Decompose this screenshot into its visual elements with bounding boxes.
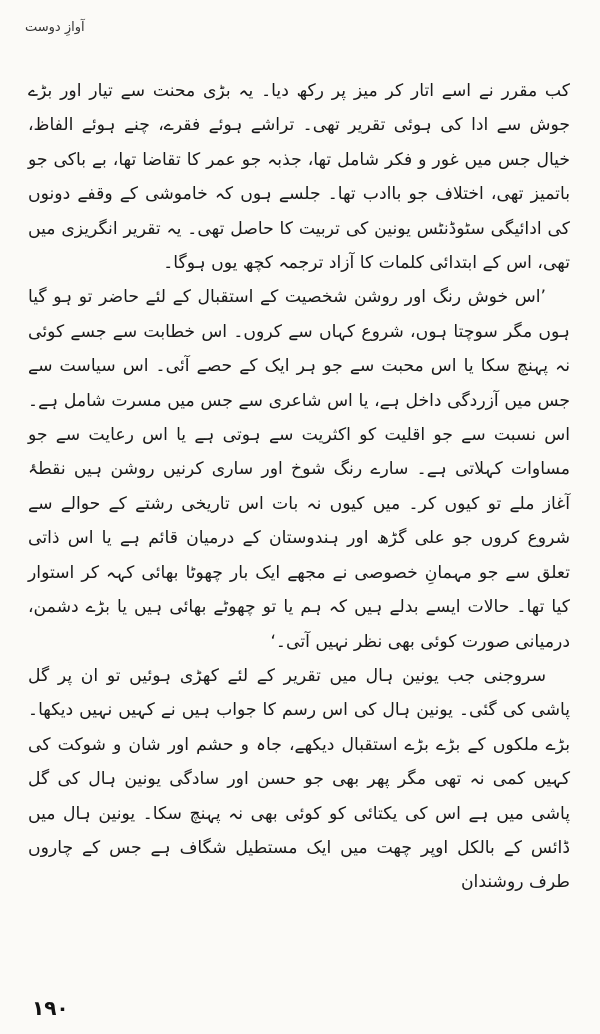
paragraph-1: کب مقرر نے اسے اتار کر میز پر رکھ دیا۔ یہ بڑی محنت سے تیار اور بڑے جوش سے ادا کی ہوئی تقریر تھی۔ تراشے ہوئے فقرے، چنے ہوئے الفاظ، خیال جس میں غور و فکر شامل تھا، جذبہ جو عمر کا تقاضا تھا، بے باکی جو باتمیز تھی، اختلاف جو باادب تھا۔ جلسے ہوں کہ خاموشی کے وقفے دونوں کی ادائیگی سٹوڈنٹس یونین کی تربیت کا حاصل تھی۔ یہ تقریر انگریزی میں تھی، اس کے ابتدائی کلمات کا آزاد ترجمہ کچھ یوں ہوگا۔ bbox=[28, 81, 570, 274]
running-head: آوازِ دوست bbox=[25, 20, 85, 35]
page-number: ۱۹۰ bbox=[32, 996, 69, 1020]
paragraph-2: ’اس خوش رنگ اور روشن شخصیت کے استقبال کے لئے حاضر تو ہو گیا ہوں مگر سوچتا ہوں، شروع کہاں سے کروں۔ اس خطابت سے جسے کوئی نہ پہنچ سکا یا اس محبت سے جو ہر ایک کے حصے آئی۔ اس سیاست سے جس میں آزردگی داخل ہے، یا اس شاعری سے جس میں مسرت شامل ہے۔ اس نسبت سے جو اقلیت کو اکثریت سے ہوتی ہے یا اس رعایت سے جو مساوات کہلاتی ہے۔ سارے رنگ شوخ اور ساری کرنیں روشن ہیں نقطۂ آغاز ملے تو کیوں کر۔ میں کیوں نہ بات اس تاریخی رشتے کے حوالے سے شروع کروں جو علی گڑھ اور ہندوستان کے درمیان قائم ہے یا اس ذاتی تعلق سے جو مہمانِ خصوصی نے مجھے ایک بار چھوٹا بھائی کہہ کر استوار کیا تھا۔ حالات ایسے بدلے ہیں کہ ہم یا تو چھوٹے بھائی ہیں یا بڑے دشمن، درمیانی صورت کوئی بھی نظر نہیں آتی۔‘ bbox=[28, 287, 570, 652]
paragraph-3: سروجنی جب یونین ہال میں تقریر کے لئے کھڑی ہوئیں تو ان پر گل پاشی کی گئی۔ یونین ہال کی اس رسم کا جواب ہیں نے کہیں نہیں دیکھا۔ بڑے ملکوں کے بڑے بڑے استقبال دیکھے، جاہ و حشم اور شان و شوکت کی کہیں کمی نہ تھی مگر پھر بھی جو حسن اور سادگی یونین ہال کی گل پاشی میں ہے اس کی یکتائی کو کوئی بھی نہ پہنچ سکا۔ یونین ہال میں ڈائس کے بالکل اوپر چھت میں ایک مستطیل شگاف ہے جس کے چاروں طرف روشندان bbox=[28, 665, 570, 893]
body-text bbox=[28, 74, 570, 900]
